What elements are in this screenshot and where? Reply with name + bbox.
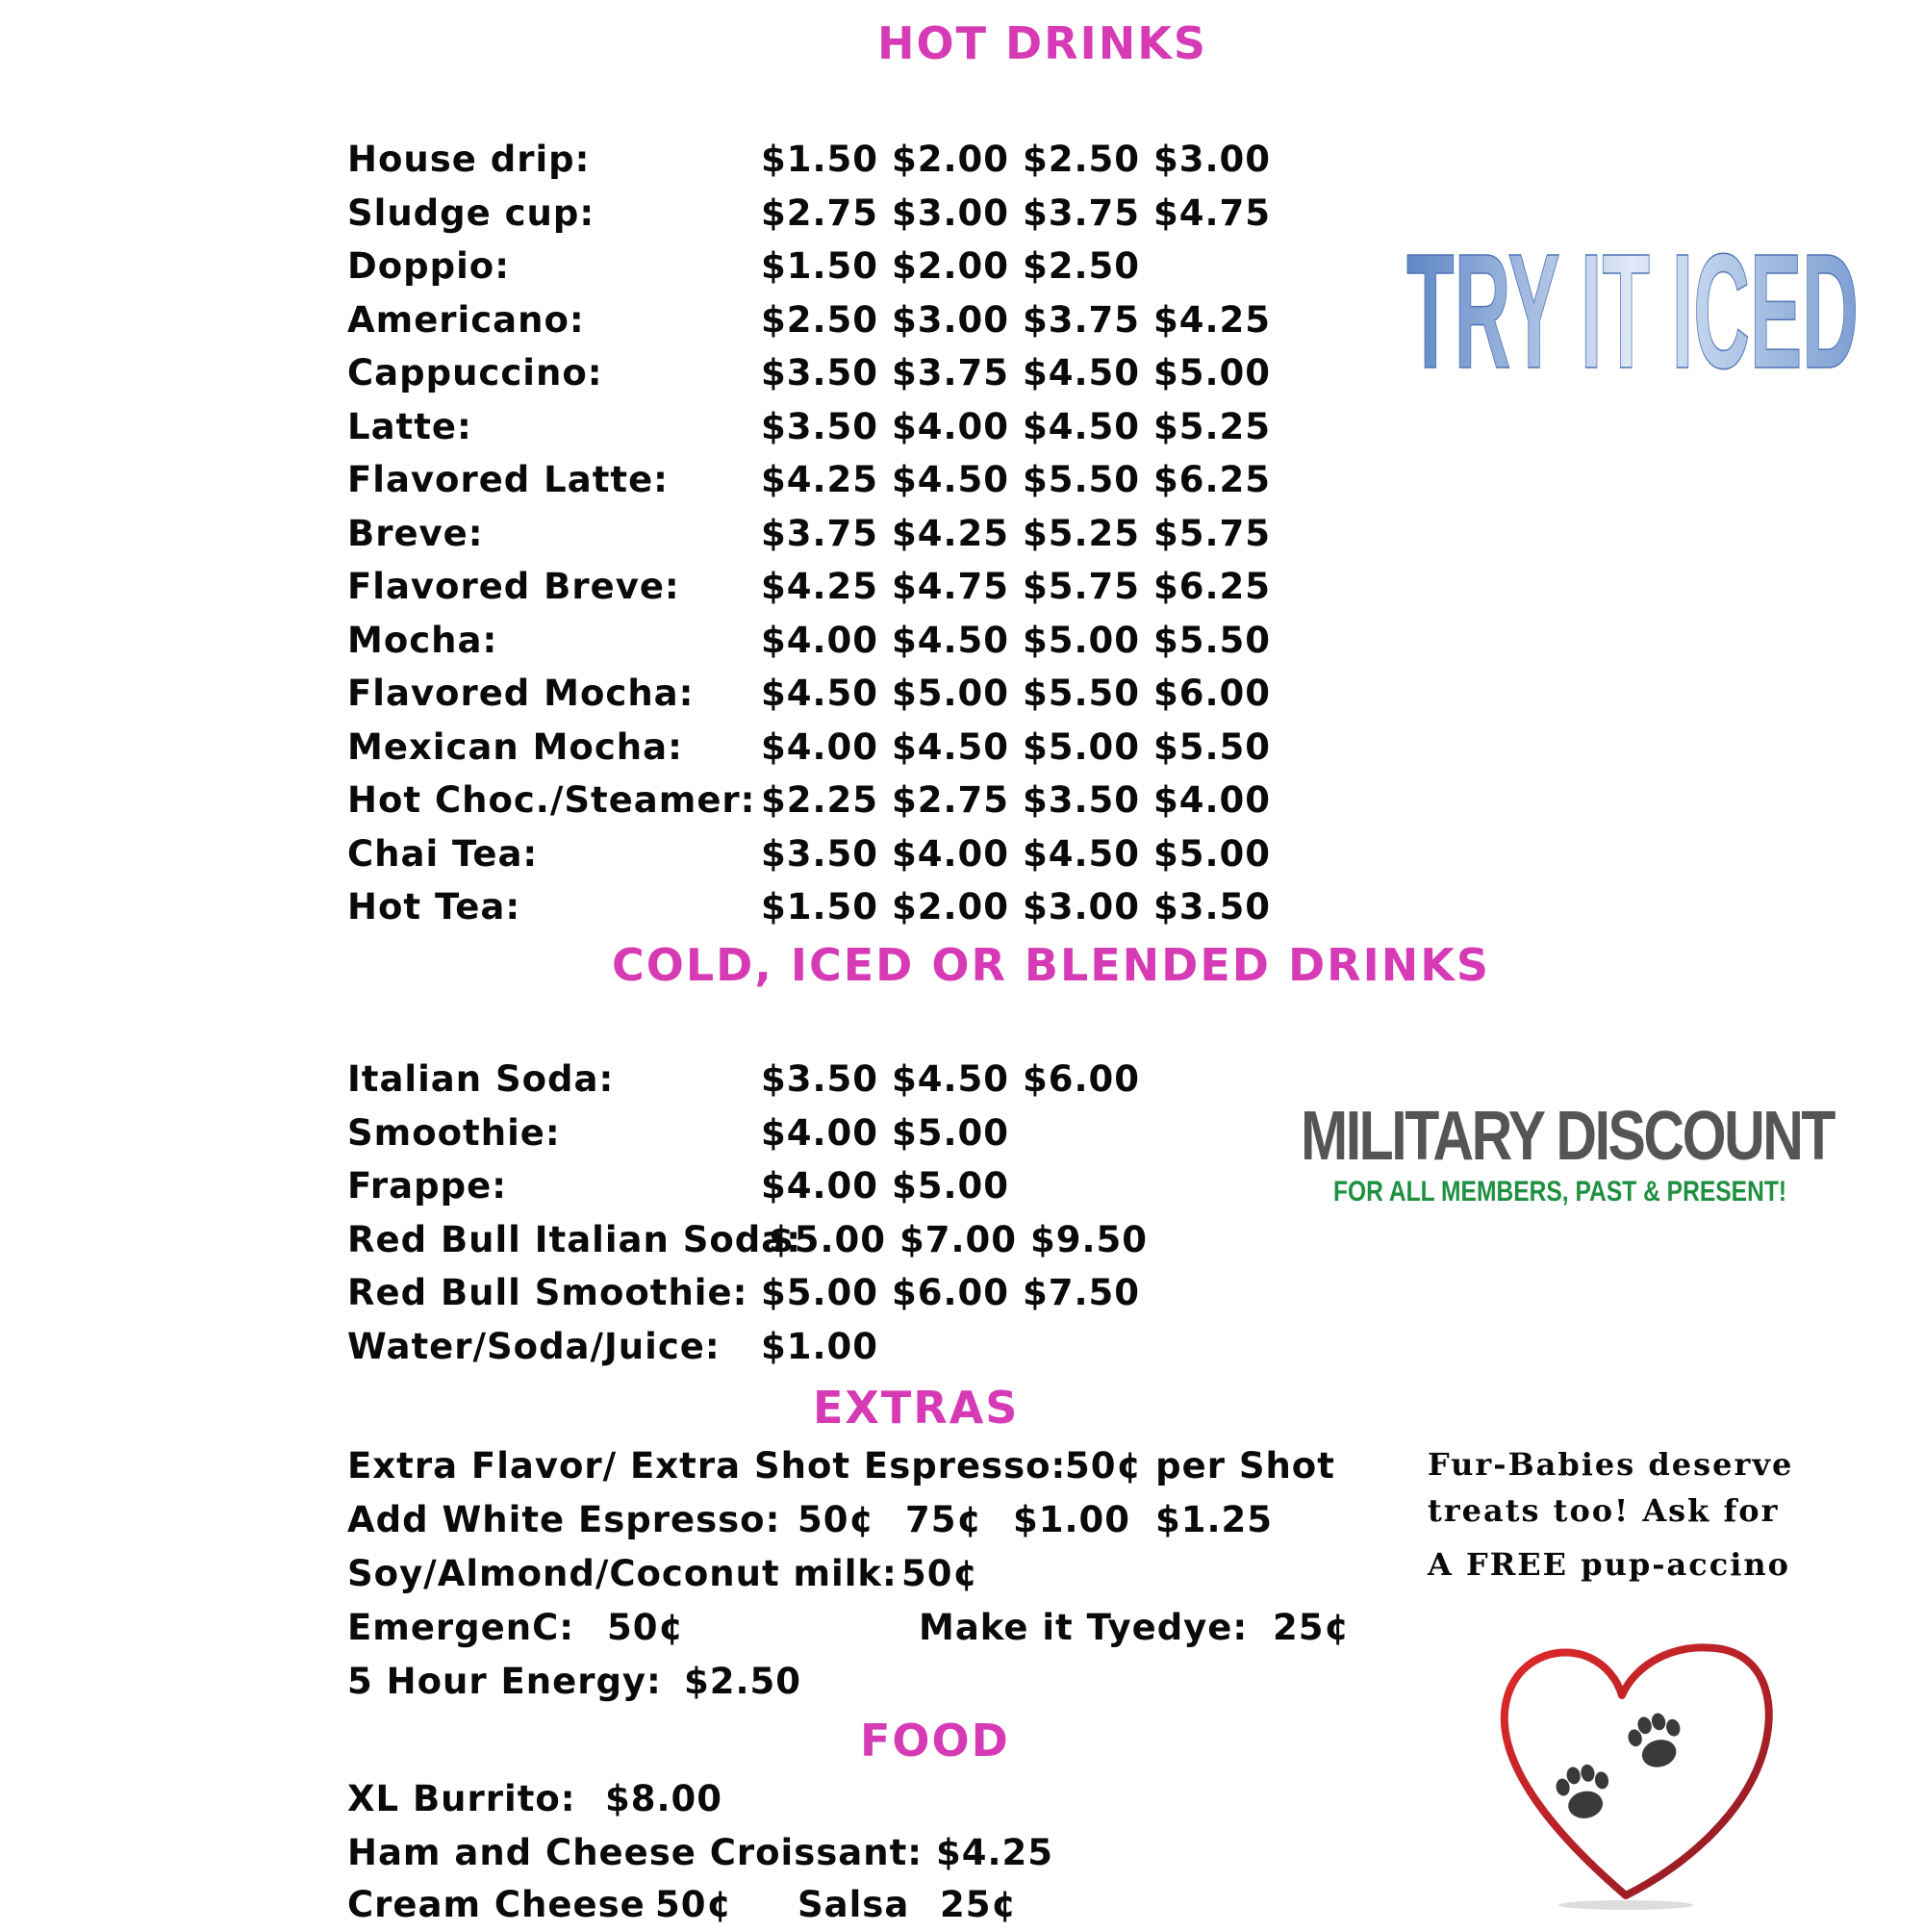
emergenc-price: 50¢ xyxy=(607,1607,685,1648)
cold-drink-name: Frappe: xyxy=(347,1165,507,1207)
hot-drink-price: $4.00 xyxy=(1153,779,1272,821)
cold-drink-price: $7.00 xyxy=(899,1218,1018,1260)
hot-drink-name: Mocha: xyxy=(347,619,498,661)
hot-drink-price: $5.00 xyxy=(1023,619,1141,661)
cold-drink-name: Water/Soda/Juice: xyxy=(347,1325,721,1367)
hot-drink-price: $5.00 xyxy=(892,673,1010,714)
cold-drink-price: $5.00 xyxy=(892,1165,1010,1207)
hot-drink-price: $2.75 xyxy=(892,779,1010,821)
hot-drink-price: $3.50 xyxy=(761,405,879,447)
hot-drink-price: $4.00 xyxy=(761,725,879,768)
extras-heading: EXTRAS xyxy=(813,1382,1020,1434)
hot-drink-price: $2.75 xyxy=(761,191,879,234)
cold-drink-name: Red Bull Smoothie: xyxy=(347,1272,748,1313)
burrito-price: $8.00 xyxy=(605,1778,723,1819)
fur-babies-note xyxy=(1428,1441,1793,1588)
croissant-price: $4.25 xyxy=(936,1832,1054,1873)
hot-drink-price: $5.50 xyxy=(1153,619,1272,661)
hot-drink-price: $4.50 xyxy=(1023,832,1141,875)
try-it-iced-text: TRY IT ICED xyxy=(1406,223,1859,403)
cold-drink-price: $1.00 xyxy=(761,1325,879,1367)
heart-shadow xyxy=(1558,1900,1693,1910)
cold-drink-price: $7.50 xyxy=(1023,1272,1141,1313)
hot-drink-name: Chai Tea: xyxy=(347,832,539,875)
paw-print-icon xyxy=(1553,1761,1614,1822)
hot-drink-name: House drip: xyxy=(347,139,591,180)
hot-drink-price: $4.00 xyxy=(892,405,1010,447)
hot-drink-price: $5.25 xyxy=(1023,512,1141,554)
white-espresso-price: 75¢ xyxy=(905,1499,983,1540)
hot-drink-name: Doppio: xyxy=(347,245,511,287)
hot-drink-price: $3.50 xyxy=(1023,779,1141,821)
military-discount-subtitle: FOR ALL MEMBERS, PAST & PRESENT! xyxy=(1333,1176,1787,1208)
hot-drink-price: $5.75 xyxy=(1153,512,1272,554)
hot-drink-price: $4.50 xyxy=(1023,405,1141,447)
hot-drink-price: $2.00 xyxy=(892,886,1010,928)
hot-drink-price: $3.75 xyxy=(1023,298,1141,341)
hot-drink-price: $3.75 xyxy=(892,352,1010,394)
hot-drink-price: $4.50 xyxy=(1023,352,1141,394)
hot-drink-name: Hot Tea: xyxy=(347,886,521,928)
cold-drink-name: Smoothie: xyxy=(347,1111,561,1154)
hot-drink-price: $2.50 xyxy=(1023,139,1141,180)
hot-drink-price: $4.75 xyxy=(1153,191,1272,234)
hot-drink-price: $2.00 xyxy=(892,139,1010,180)
hot-drink-price: $4.50 xyxy=(761,673,879,714)
hot-drink-name: Mexican Mocha: xyxy=(347,725,683,768)
hot-drink-price: $5.00 xyxy=(1023,725,1141,768)
cold-drink-name: Red Bull Italian Soda: xyxy=(347,1218,802,1260)
hot-drink-price: $5.50 xyxy=(1153,725,1272,768)
fur-babies-line: Fur-Babies deserve xyxy=(1428,1446,1794,1483)
extra-flavor-price: 50¢ per Shot xyxy=(1065,1445,1335,1487)
hot-drink-price: $3.00 xyxy=(1023,886,1141,928)
salsa-label: Salsa xyxy=(797,1884,910,1925)
hot-drink-price: $3.75 xyxy=(1023,191,1141,234)
hot-drink-price: $4.00 xyxy=(761,619,879,661)
salsa-price: 25¢ xyxy=(940,1884,1018,1925)
hot-drink-price: $5.25 xyxy=(1153,405,1272,447)
cold-drinks-heading: COLD, ICED OR BLENDED DRINKS xyxy=(612,939,1490,991)
burrito-label: XL Burrito: xyxy=(347,1778,576,1819)
hot-drink-name: Sludge cup: xyxy=(347,191,595,234)
hot-drink-price: $2.00 xyxy=(892,245,1010,287)
hot-drink-price: $4.75 xyxy=(892,566,1010,607)
white-espresso-price: $1.25 xyxy=(1155,1499,1274,1540)
hot-drink-name: Flavored Mocha: xyxy=(347,673,695,714)
alt-milk-price: 50¢ xyxy=(901,1553,979,1594)
hot-drink-name: Latte: xyxy=(347,405,472,447)
tyedye-label: Make it Tyedye: xyxy=(919,1607,1249,1648)
hot-drink-price: $4.50 xyxy=(892,619,1010,661)
hot-drink-price: $5.75 xyxy=(1023,566,1141,607)
hot-drink-price: $2.50 xyxy=(1023,245,1141,287)
emergenc-label: EmergenC: xyxy=(347,1607,575,1648)
cold-drink-price: $5.00 xyxy=(761,1272,879,1313)
cold-drink-price: $5.00 xyxy=(892,1111,1010,1154)
hot-drink-price: $3.50 xyxy=(761,832,879,875)
hot-drink-price: $3.50 xyxy=(1153,886,1272,928)
hot-drink-price: $6.25 xyxy=(1153,566,1272,607)
hot-drink-price: $1.50 xyxy=(761,139,879,180)
paw-print-icon xyxy=(1624,1709,1688,1773)
hot-drink-price: $3.50 xyxy=(761,352,879,394)
hot-drink-price: $1.50 xyxy=(761,886,879,928)
hot-drink-price: $4.50 xyxy=(892,459,1010,500)
cold-drink-price: $4.00 xyxy=(761,1165,879,1207)
food-heading: FOOD xyxy=(860,1715,1010,1767)
cold-drink-price: $4.00 xyxy=(761,1111,879,1154)
hot-drink-price: $6.25 xyxy=(1153,459,1272,500)
white-espresso-price: 50¢ xyxy=(797,1499,875,1540)
cream-cheese-label: Cream Cheese xyxy=(347,1884,646,1925)
hot-drink-price: $1.50 xyxy=(761,245,879,287)
hot-drink-name: Hot Choc./Steamer: xyxy=(347,779,756,821)
hot-drink-price: $3.00 xyxy=(1153,139,1272,180)
hot-drink-price: $6.00 xyxy=(1153,673,1272,714)
military-discount-title: MILITARY DISCOUNT xyxy=(1301,1098,1835,1175)
white-espresso-label: Add White Espresso: xyxy=(347,1499,781,1540)
hot-drink-price: $5.50 xyxy=(1023,459,1141,500)
energy-label: 5 Hour Energy: xyxy=(347,1661,662,1702)
hot-drinks-heading: HOT DRINKS xyxy=(877,17,1207,69)
hot-drink-price: $3.00 xyxy=(892,191,1010,234)
hot-drink-name: Breve: xyxy=(347,512,484,554)
hot-drink-price: $4.25 xyxy=(1153,298,1272,341)
hot-drink-price: $4.00 xyxy=(892,832,1010,875)
heart-outline xyxy=(1505,1647,1769,1895)
cream-cheese-price: 50¢ xyxy=(655,1884,733,1925)
cold-drink-price: $3.50 xyxy=(761,1058,879,1100)
fur-babies-line: A FREE pup-accino xyxy=(1428,1546,1790,1583)
hot-drink-price: $4.25 xyxy=(761,566,879,607)
hot-drink-name: Flavored Breve: xyxy=(347,566,680,607)
fur-babies-line: treats too! Ask for xyxy=(1428,1492,1780,1529)
cold-drink-price: $6.00 xyxy=(1023,1058,1141,1100)
alt-milk-label: Soy/Almond/Coconut milk: xyxy=(347,1553,898,1594)
cold-drink-price: $4.50 xyxy=(892,1058,1010,1100)
cold-drink-name: Italian Soda: xyxy=(347,1058,615,1100)
hot-drink-price: $3.00 xyxy=(892,298,1010,341)
croissant-label: Ham and Cheese Croissant: xyxy=(347,1832,924,1873)
heart-paw-icon xyxy=(1491,1636,1780,1915)
hot-drink-price: $4.50 xyxy=(892,725,1010,768)
extra-flavor-label: Extra Flavor/ Extra Shot Espresso: xyxy=(347,1445,1067,1487)
military-discount-banner xyxy=(1301,1097,1835,1232)
energy-price: $2.50 xyxy=(684,1661,802,1702)
hot-drink-price: $2.25 xyxy=(761,779,879,821)
hot-drink-name: Americano: xyxy=(347,298,585,341)
hot-drink-price: $5.00 xyxy=(1153,832,1272,875)
tyedye-price: 25¢ xyxy=(1273,1607,1351,1648)
hot-drink-price: $5.50 xyxy=(1023,673,1141,714)
hot-drink-name: Flavored Latte: xyxy=(347,459,669,500)
cold-drink-price: $5.00 xyxy=(769,1218,887,1260)
cold-drink-price: $6.00 xyxy=(892,1272,1010,1313)
cold-drink-price: $9.50 xyxy=(1030,1218,1149,1260)
hot-drink-price: $4.25 xyxy=(761,459,879,500)
hot-drink-price: $3.75 xyxy=(761,512,879,554)
hot-drink-price: $5.00 xyxy=(1153,352,1272,394)
white-espresso-price: $1.00 xyxy=(1013,1499,1131,1540)
hot-drink-price: $4.25 xyxy=(892,512,1010,554)
hot-drink-name: Cappuccino: xyxy=(347,352,603,394)
try-it-iced-graphic xyxy=(1403,223,1864,406)
hot-drink-price: $2.50 xyxy=(761,298,879,341)
